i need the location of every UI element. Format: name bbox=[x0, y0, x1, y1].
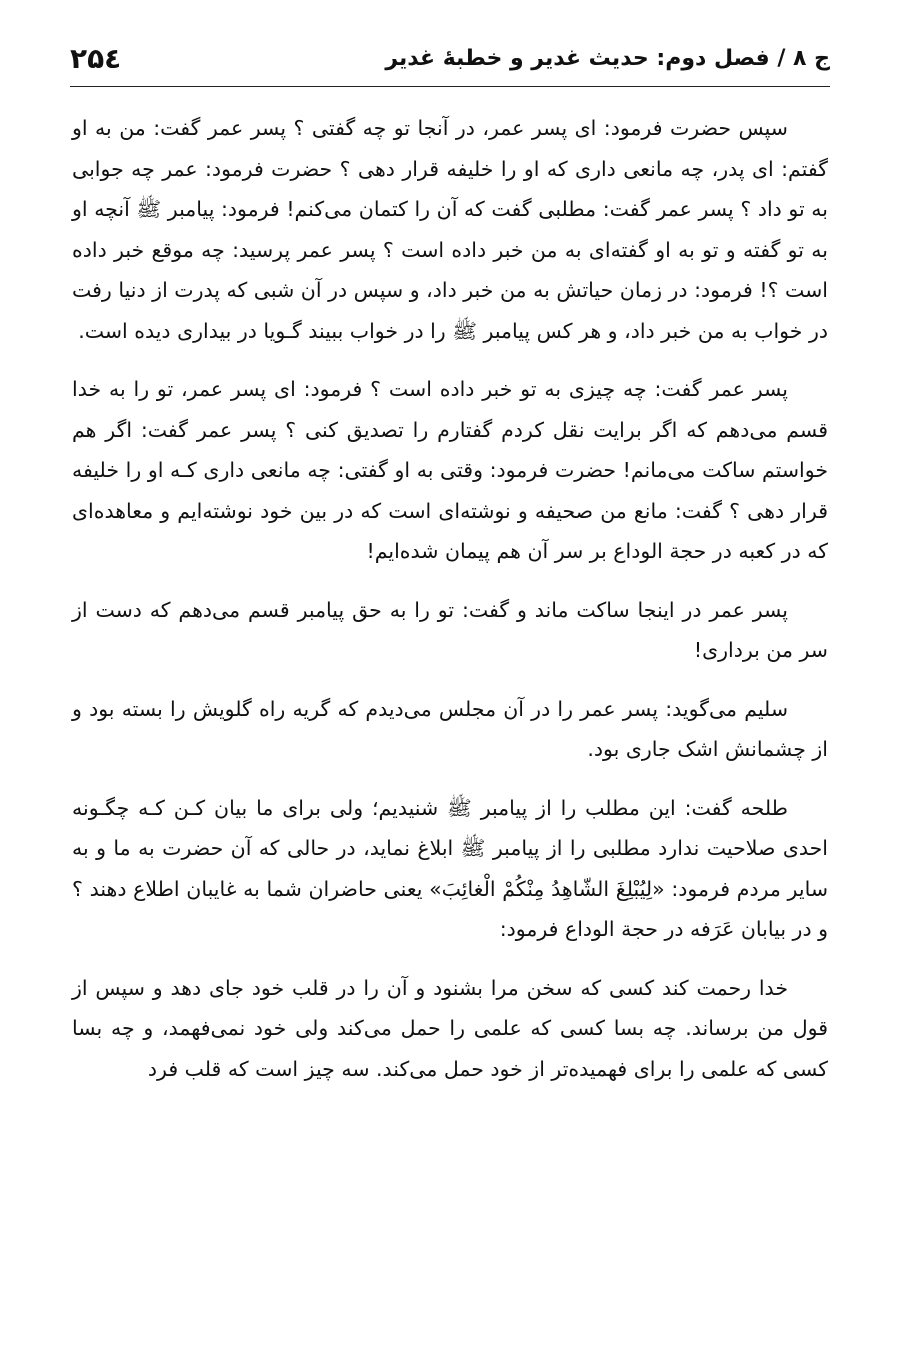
paragraph: پسر عمر در اینجا ساکت ماند و گفت: تو را به حق پیامبر قسم می‌دهم که دست از سر من برداری! bbox=[72, 597, 828, 662]
paragraph: خدا رحمت کند کسی که سخن مرا بشنود و آن را در قلب خود جای دهد و سپس از قول من برساند. چه بسا کسی که علمی را حمل می‌کند ولی خود نمی‌فهمد، و چه بسا کسی که علمی را برای فهمیده‌تر از خود حمل می‌کند. سه چیز است که قلب فرد bbox=[72, 975, 828, 1081]
paragraph: پسر عمر گفت: چه چیزی به تو خبر داده است ؟ فرمود: ای پسر عمر، تو را به خدا قسم می‌دهم که اگر برایت نقل کردم گفتارم را تصدیق کنی ؟ پسر عمر گفت: اگر هم خواستم ساکت می‌مانم! حضرت فرمود: وقتی به او گفتی: چه مانعی داری کـه او را خلیفه قرار دهی ؟ گفت: مانع من صحیفه و نوشته‌ای است که در بین خود نوشته‌ایم و معاهده‌ای که در کعبه در حجة الوداع بر سر آن هم پیمان شده‌ایم! bbox=[72, 377, 828, 563]
body-text bbox=[72, 108, 828, 1107]
page-number: ۲۵٤ bbox=[70, 41, 122, 75]
page-header bbox=[70, 30, 830, 87]
paragraph: سلیم می‌گوید: پسر عمر را در آن مجلس می‌دیدم که گریه راه گلویش را بسته بود و از چشمانش اشک جاری بود. bbox=[72, 696, 828, 761]
paragraph: سپس حضرت فرمود: ای پسر عمر، در آنجا تو چه گفتی ؟ پسر عمر گفت: من به او گفتم: ای پدر، چه مانعی داری که او را خلیفه قرار دهی ؟ حضرت فرمود: عمر چه جوابی به تو داد ؟ پسر عمر گفت: مطلبی گفت که آن را کتمان می‌کنم! فرمود: پیامبر ﷺ آنچه او به تو گفته و تو به او گفته‌ای به من خبر داده است ؟ پسر عمر پرسید: چه موقع خبر داده است ؟! فرمود: در زمان حیاتش به من خبر داد، و سپس در آن شبی که پدرت از دنیا رفت در خواب به من خبر داد، و هر کس پیامبر ﷺ را در خواب ببیند گـویا در بیداری دیده است. bbox=[72, 116, 828, 343]
running-title: ج ۸ / فصل دوم: حدیث غدیر و خطبهٔ غدیر bbox=[385, 45, 830, 71]
paragraph: طلحه گفت: این مطلب را از پیامبر ﷺ شنیدیم؛ ولی برای ما بیان کـن کـه چگـونه احدی صلاحیت ندارد مطلبی را از پیامبر ﷺ ابلاغ نماید، در حالی که آن حضرت به ما و به سایر مردم فرمود: «لِيُبْلِغَ الشّاهِدُ مِنْكُمْ الْغائِبَ» یعنی حاضران شما به غایبان اطلاع دهند ؟ و در بیابان عَرَفه در حجة الوداع فرمود: bbox=[72, 795, 828, 941]
